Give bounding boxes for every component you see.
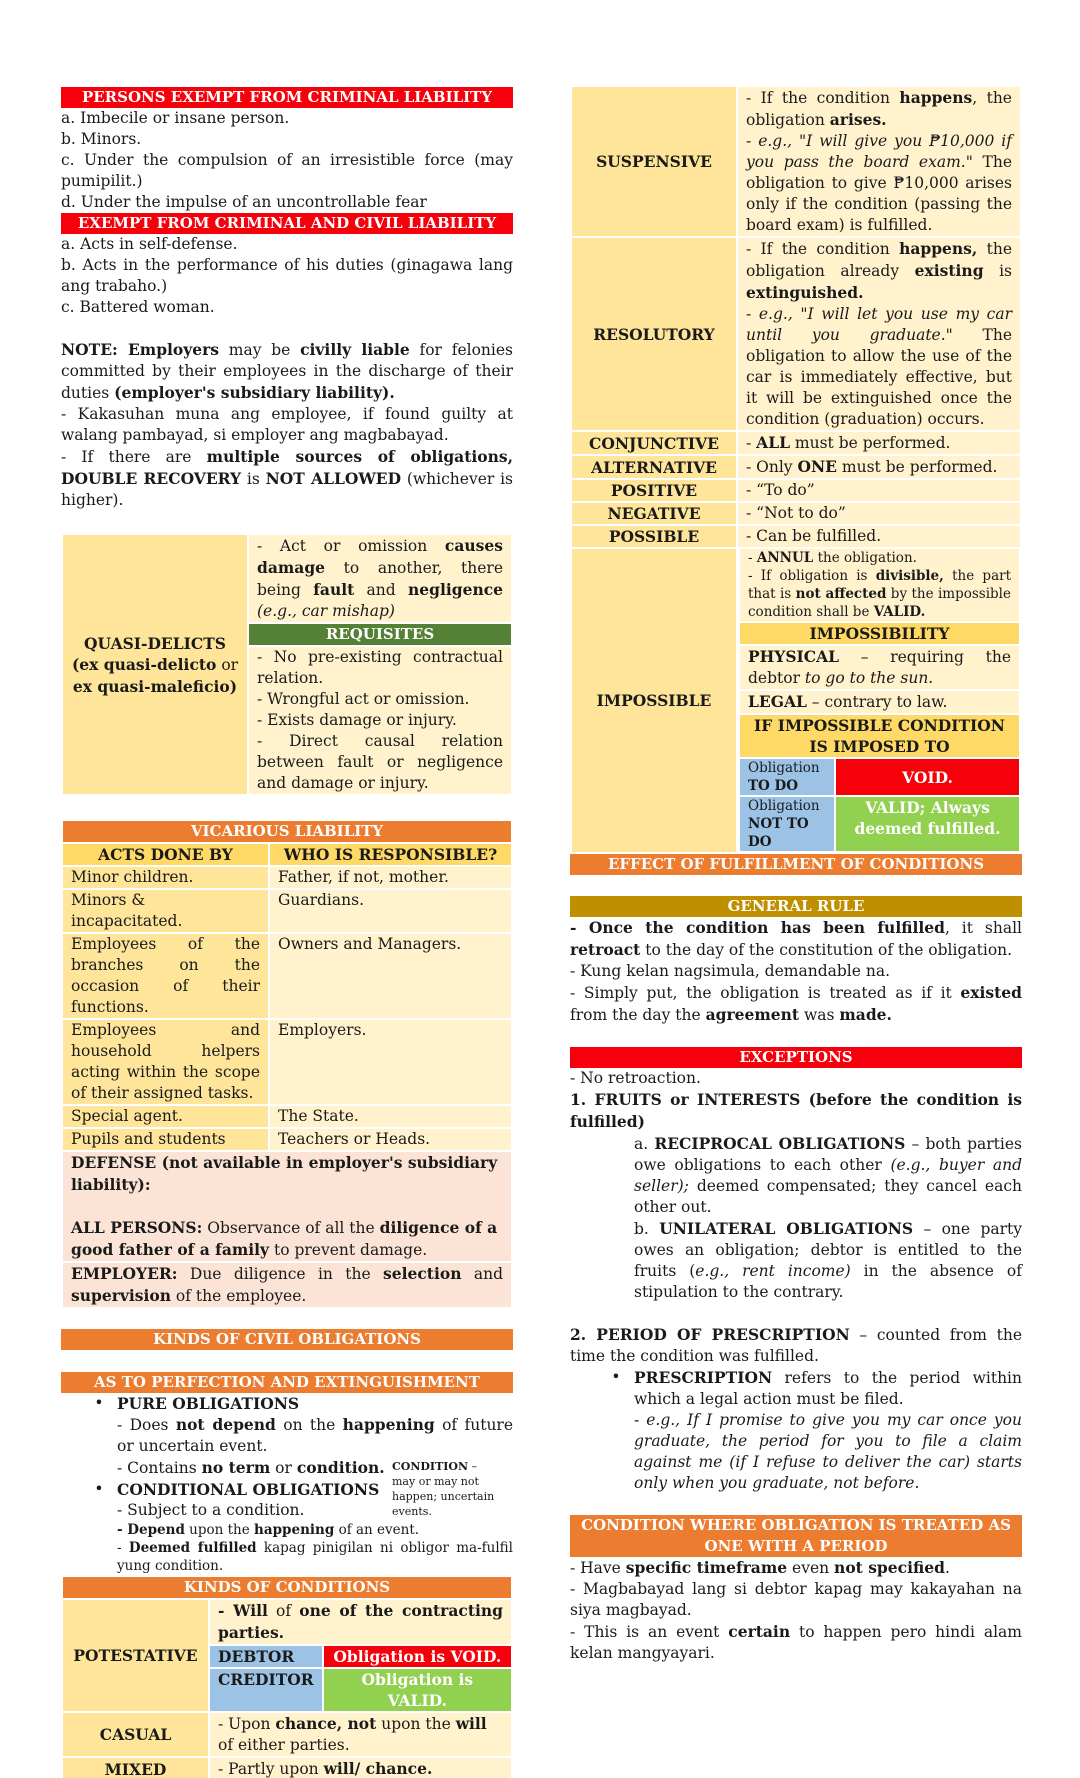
creditor-label: CREDITOR — [209, 1668, 323, 1712]
obligation-to-do: Obligation TO DO — [739, 758, 835, 796]
table-row: Pupils and students Teachers or Heads. — [62, 1128, 512, 1151]
condition-side-note: CONDITION – may or may not happen; uncertain events. — [392, 1460, 495, 1518]
exceptions-block: - No retroaction. 1. FRUITS or INTERESTS (before the condition is fulfilled) a. RECIPROCAL OBLIGATIONS – both parties owe obligations to each other (e.g., buyer and seller); deemed compensated; they cancel each other out. b. UNILATERAL OBLIGATIONS – one party owes an obligation; debtor is entitled to the fruits (e.g., rent income) in the absence of stipulation to the contrary. 2. PERIOD OF PRESCRIPTION – counted from the time the condition was fulfilled. • PRESCRIPTION refers to the period within which a legal action must be filed. - e.g., If I promise to give you my car once you graduate, the period for you to file a claim against me (if I refuse to deliver the car) starts only when you graduate, not before. — [570, 1069, 1023, 1492]
general-rule-header: GENERAL RULE — [570, 896, 1022, 917]
employer-defense: EMPLOYER: Due diligence in the selection and supervision of the employee. — [62, 1262, 512, 1308]
bullet-icon: • — [94, 1480, 104, 1498]
table-row: ALTERNATIVE - Only ONE must be performed. — [571, 455, 1021, 479]
list-item: c. Battered woman. — [61, 298, 215, 316]
mixed-label: MIXED — [62, 1757, 209, 1778]
impossibility-header: IMPOSSIBILITY — [739, 622, 1020, 645]
imposed-header: IF IMPOSSIBLE CONDITION IS IMPOSED TO — [739, 714, 1020, 758]
right-column — [570, 0, 1022, 1664]
physical-impossibility: PHYSICAL – requiring the debtor to go to the sun. — [739, 645, 1020, 690]
to-do-result: VOID. — [835, 758, 1020, 796]
potestative-desc: - Will of one of the contracting parties. — [209, 1599, 512, 1645]
table-row: Special agent. The State. — [62, 1105, 512, 1128]
debtor-result: Obligation is VOID. — [323, 1645, 512, 1668]
list-item: c. Under the compulsion of an irresistible force (may pumipilit.) — [61, 151, 513, 190]
not-to-do-result: VALID; Always deemed fulfilled. — [835, 796, 1020, 852]
creditor-result: Obligation is VALID. — [323, 1668, 512, 1712]
mixed-desc: - Partly upon will/ chance. — [209, 1757, 512, 1778]
exempt-criminal-header: PERSONS EXEMPT FROM CRIMINAL LIABILITY — [61, 87, 513, 108]
table-row: NEGATIVE - “Not to do” — [571, 502, 1021, 525]
obligation-not-to-do: Obligation NOT TO DO — [739, 796, 835, 852]
table-row: POSSIBLE - Can be fulfilled. — [571, 525, 1021, 548]
quasi-delicts-label: QUASI-DELICTS (ex quasi-delicto or ex quasi-maleficio) — [62, 534, 248, 795]
period-block: - Have specific timeframe even not specified. - Magbabayad lang si debtor kapag may kakayahan na siya magbayad. - This is an event certain to happen pero hindi alam kelan mangyayari. — [570, 1558, 1022, 1662]
exempt-criminal-list — [61, 108, 513, 213]
note-block — [61, 339, 513, 511]
kinds-of-conditions-table — [61, 1575, 513, 1778]
general-rule-block: - Once the condition has been fulfilled, it shall retroact to the day of the constitution of the obligation. - Kung kelan nagsimula, demandable na. - Simply put, the obligation is treated as if it existed from the day the agreement was made. — [570, 918, 1023, 1024]
casual-desc: - Upon chance, not upon the will of either parties. — [209, 1712, 512, 1757]
conditions-types-table — [570, 85, 1022, 854]
list-item: a. Acts in self-defense. — [61, 235, 238, 253]
list-item: b. Minors. — [61, 130, 142, 148]
note-line: - If there are multiple sources of obligations, DOUBLE RECOVERY is NOT ALLOWED (whichever is higher). — [61, 447, 513, 509]
resolutory-label: RESOLUTORY — [571, 237, 737, 431]
potestative-label: POTESTATIVE — [62, 1599, 209, 1712]
requisites-header: REQUISITES — [248, 623, 512, 646]
table-row: POSITIVE - “To do” — [571, 479, 1021, 502]
casual-label: CASUAL — [62, 1712, 209, 1757]
suspensive-desc: - If the condition happens, the obligation arises. - e.g., "I will give you ₱10,000 if you pass the board exam." The obligation to give ₱10,000 arises only if the condition (passing the board exam) is fulfilled. — [737, 86, 1021, 237]
table-row: CONJUNCTIVE - ALL must be performed. — [571, 431, 1021, 455]
vicarious-header: VICARIOUS LIABILITY — [62, 820, 512, 843]
legal-impossibility: LEGAL – contrary to law. — [739, 690, 1020, 714]
perfection-block: • PURE OBLIGATIONS - Does not depend on the happening of future or uncertain event. - Contains no term or condition. • CONDITIONAL OBLIGATIONS - Subject to a condition. - Depend upon the happening of an event. - Deemed fulfilled kapag pinigilan ni obligor ma-fulfil yung condition. CONDITION – may or may not happen; uncertain events. — [61, 1393, 513, 1575]
kinds-conditions-header: KINDS OF CONDITIONS — [62, 1576, 512, 1599]
col-who-responsible: WHO IS RESPONSIBLE? — [269, 843, 512, 866]
debtor-label: DEBTOR — [209, 1645, 323, 1668]
quasi-delicts-table — [61, 533, 513, 796]
exempt-civil-list — [61, 234, 513, 318]
table-row: Minor children. Father, if not, mother. — [62, 866, 512, 889]
resolutory-desc: - If the condition happens, the obligation already existing is extinguished. - e.g., "I will let you use my car until you graduate." The obligation to allow the use of the car is immediately effective, but it will be extinguished once the condition (graduation) occurs. — [737, 237, 1021, 431]
impossible-detail: - ANNUL the obligation. - If obligation is divisible, the part that is not affected by the impossible condition shall be VALID. IMPOSSIBILITY PHYSICAL – requiring the debtor to go to the sun. LEGAL – contrary to law. IF IMPOSSIBLE CONDITION IS IMPOSED TO Obligation TO DO VOID. Obligation NOT TO DO VALID; Always deemed fulfilled. — [737, 548, 1021, 853]
suspensive-label: SUSPENSIVE — [571, 86, 737, 237]
list-item: a. Imbecile or insane person. — [61, 109, 290, 127]
quasi-delicts-definition: - Act or omission causes damage to another, there being fault and negligence (e.g., car mishap) — [248, 534, 512, 623]
kinds-civil-obligations-header: KINDS OF CIVIL OBLIGATIONS — [61, 1329, 513, 1350]
vicarious-liability-table — [61, 819, 513, 1309]
table-row: Minors & incapacitated. Guardians. — [62, 889, 512, 933]
effect-fulfillment-header: EFFECT OF FULFILLMENT OF CONDITIONS — [570, 854, 1022, 875]
defense-block: DEFENSE (not available in employer's subsidiary liability): ALL PERSONS: Observance of all the diligence of a good father of a family to prevent damage. — [62, 1151, 512, 1262]
exempt-civil-header: EXEMPT FROM CRIMINAL AND CIVIL LIABILITY — [61, 213, 513, 234]
list-item: b. Acts in the performance of his duties (ginagawa lang ang trabaho.) — [61, 256, 513, 295]
requisites-list: - No pre-existing contractual relation. - Wrongful act or omission. - Exists damage or injury. - Direct causal relation between fault or negligence and damage or injury. — [248, 646, 512, 795]
table-row: Employees of the branches on the occasion of their functions. Owners and Managers. — [62, 933, 512, 1019]
perfection-header: AS TO PERFECTION AND EXTINGUISHMENT — [61, 1372, 513, 1393]
bullet-icon: • — [94, 1394, 104, 1412]
period-header: CONDITION WHERE OBLIGATION IS TREATED AS ONE WITH A PERIOD — [570, 1515, 1022, 1557]
note-line: - Kakasuhan muna ang employee, if found guilty at walang pambayad, si employer ang magbabayad. — [61, 405, 513, 444]
impossible-label: IMPOSSIBLE — [571, 548, 737, 853]
col-acts-done-by: ACTS DONE BY — [62, 843, 269, 866]
table-row: Employees and household helpers acting within the scope of their assigned tasks. Employers. — [62, 1019, 512, 1105]
left-column — [61, 0, 513, 1778]
list-item: d. Under the impulse of an uncontrollable fear — [61, 193, 427, 211]
note-text: NOTE: Employers may be civilly liable for felonies committed by their employees in the discharge of their duties (employer's subsidiary liability). — [61, 340, 513, 402]
bullet-icon: • — [611, 1368, 621, 1386]
exceptions-header: EXCEPTIONS — [570, 1047, 1022, 1068]
